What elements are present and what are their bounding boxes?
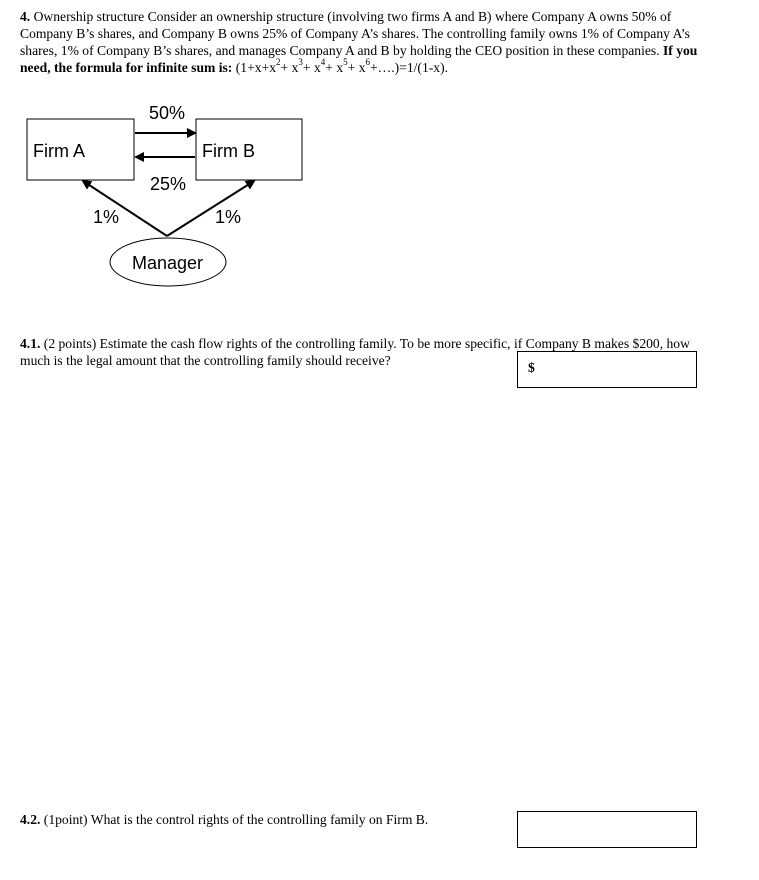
- manager-to-b-percent: 1%: [215, 207, 242, 227]
- dollar-sign: $: [528, 360, 535, 375]
- question-4-2-number: 4.2.: [20, 812, 41, 827]
- answer-box-4-1[interactable]: [517, 351, 697, 388]
- manager-label: Manager: [132, 253, 204, 273]
- question-4-2: [20, 811, 500, 828]
- question-4-2-text: (1point) What is the control rights of the controlling family on Firm B.: [40, 812, 429, 827]
- a-to-b-percent: 50%: [149, 103, 186, 123]
- manager-to-a-percent: 1%: [93, 207, 120, 227]
- b-to-a-percent: 25%: [150, 174, 187, 194]
- formula: ($1+x+x^2+ x^3+ x^4+ x^5+$ $x^6+\dots.)=1/(1-x)$.: [232, 57, 448, 75]
- question-4-1-number: 4.1.: [20, 336, 41, 351]
- problem-number: 4.: [20, 9, 31, 24]
- answer-box-4-2[interactable]: [517, 811, 697, 848]
- formula-hint-label: If you need, the formula for infinite sum is:: [20, 42, 698, 75]
- problem-description: Ownership structure Consider an ownership structure (involving two firms A and B) where Company A owns 50% of Company B’s shares, and Company B owns 25% of Company A’s shares. The controlling family owns 1% of Company A’s shares, 1% of Company B’s shares, and manages Company A and B by holding the CEO position in these companies.: [20, 9, 690, 58]
- ownership-diagram: [0, 95, 330, 295]
- firm-b-label: Firm B: [202, 141, 255, 161]
- firm-a-label: Firm A: [33, 141, 85, 161]
- problem-intro: [20, 9, 710, 77]
- question-4-1-text: (2 points) Estimate the cash flow rights of the controlling family. To be more specific, if Company B makes $200, how much is the legal amount that the controlling family should receive?: [20, 336, 690, 368]
